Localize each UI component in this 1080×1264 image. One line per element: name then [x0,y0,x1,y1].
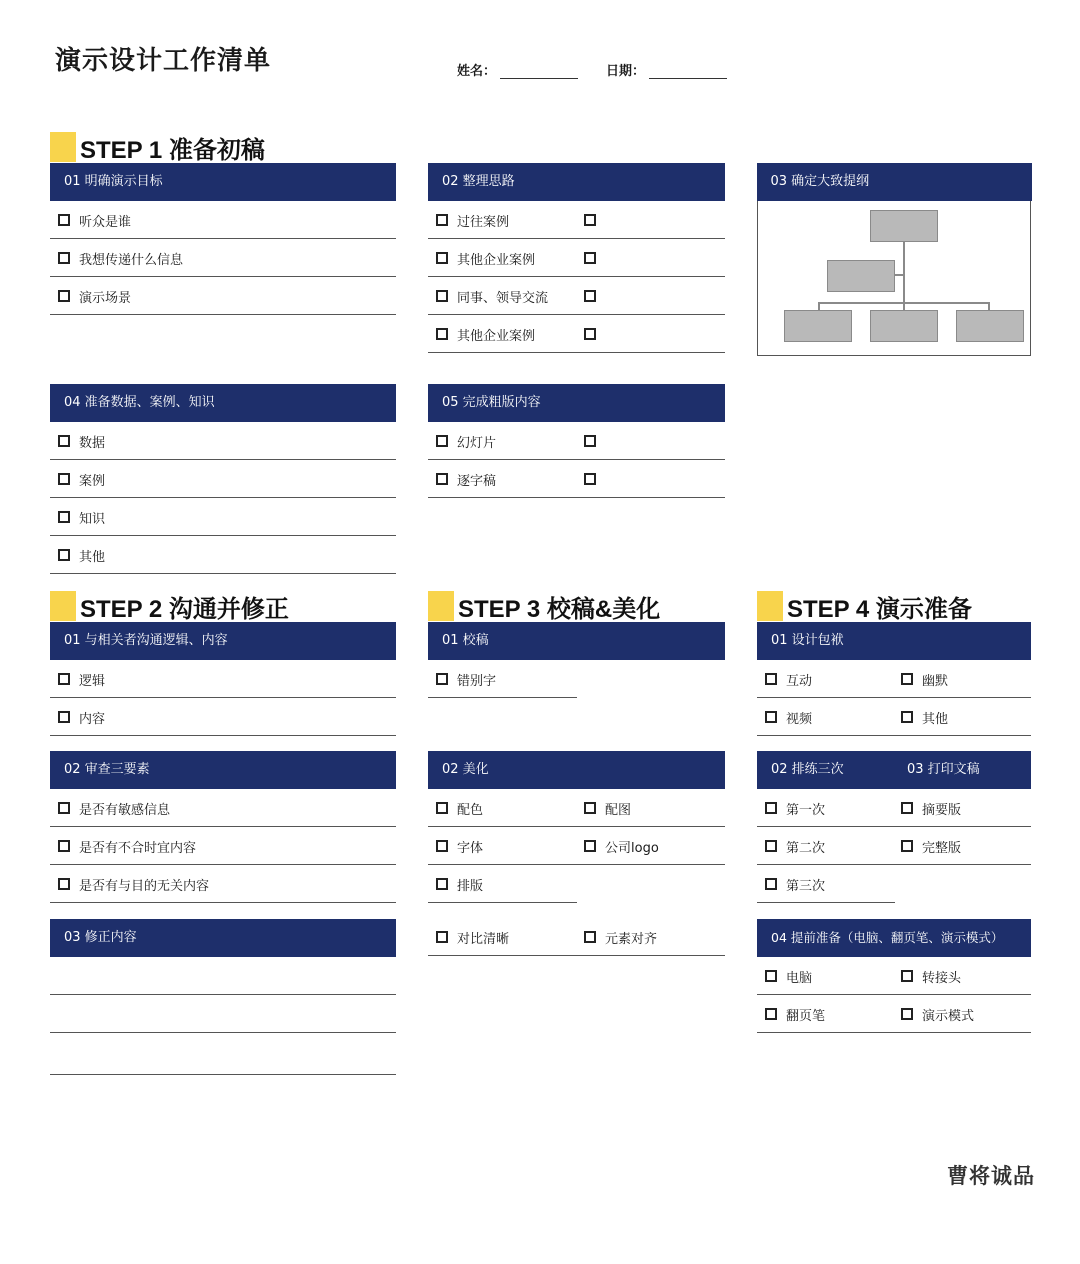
checkbox-icon[interactable] [436,214,448,226]
section-s4-02 [757,751,1031,903]
section-header: 02 审查三要素 [50,751,396,789]
checkbox-icon[interactable] [584,473,596,485]
checkbox-item[interactable]: 数据 [58,422,105,460]
checkbox-icon[interactable] [765,970,777,982]
org-box-bottom [956,310,1024,342]
checkbox-icon[interactable] [765,840,777,852]
section-header: 03 确定大致提纲 [757,163,1032,201]
section-s1-05 [428,384,725,498]
list-item [428,827,725,865]
checkbox-item[interactable]: 翻页笔 [765,995,825,1033]
checkbox-icon[interactable] [58,673,70,685]
list-item [428,460,725,498]
org-box-bottom [870,310,938,342]
checkbox-icon[interactable] [584,252,596,264]
checkbox-item[interactable] [584,422,605,460]
section-header: 01 与相关者沟通逻辑、内容 [50,622,396,660]
checkbox-icon[interactable] [58,214,70,226]
checkbox-item[interactable]: 互动 [765,660,812,698]
checkbox-icon[interactable] [765,711,777,723]
list-item [50,698,396,736]
checkbox-item[interactable]: 转接头 [901,957,961,995]
checkbox-item[interactable]: 演示模式 [901,995,974,1033]
list-item [428,422,725,460]
checkbox-icon[interactable] [901,1008,913,1020]
checkbox-item[interactable]: 视频 [765,698,812,736]
section-s1-01 [50,163,396,315]
list-item [757,865,895,903]
org-box-top [870,210,938,242]
checkbox-icon[interactable] [584,290,596,302]
checkbox-icon[interactable] [58,511,70,523]
list-item [428,660,577,698]
section-s4-04 [757,919,1031,1033]
step2-heading: STEP 2 沟通并修正 [50,590,289,622]
checkbox-icon[interactable] [901,840,913,852]
name-field[interactable] [457,60,578,79]
checkbox-icon[interactable] [901,970,913,982]
checkbox-icon[interactable] [436,931,448,943]
list-item [757,698,1031,736]
section-header: 04 准备数据、案例、知识 [50,384,396,422]
checkbox-item[interactable]: 公司logo [584,827,659,865]
list-item [428,315,725,353]
list-item [50,536,396,574]
org-box-mid [827,260,895,292]
list-item [50,660,396,698]
brand-logo-text: 曹将诚品 [947,1164,1035,1188]
section-header: 02 整理思路 [428,163,725,201]
checkbox-item[interactable]: 是否有与目的无关内容 [58,865,209,903]
checkbox-item[interactable] [584,277,605,315]
writing-line[interactable] [50,1033,396,1075]
checkbox-icon[interactable] [584,435,596,447]
checkbox-item[interactable]: 是否有敏感信息 [58,789,170,827]
checkbox-item[interactable]: 字体 [436,827,483,865]
checkbox-icon[interactable] [765,673,777,685]
checkbox-item[interactable]: 完整版 [901,827,961,865]
list-item [50,277,396,315]
writing-line[interactable] [50,995,396,1033]
section-header: 05 完成粗版内容 [428,384,725,422]
section-header: 02 排练三次 03 打印文稿 [757,751,1031,789]
checkbox-icon[interactable] [901,802,913,814]
checkbox-icon[interactable] [58,802,70,814]
step-marker-icon [50,591,76,621]
list-item [50,460,396,498]
org-chart [758,202,1030,354]
checkbox-item[interactable]: 逻辑 [58,660,105,698]
list-item [757,660,1031,698]
checkbox-icon[interactable] [58,435,70,447]
checkbox-icon[interactable] [436,328,448,340]
list-item [428,865,577,903]
date-label: 日期： [606,64,646,79]
list-item [757,827,1031,865]
checkbox-item[interactable]: 配图 [584,789,631,827]
name-input-line[interactable] [500,60,578,79]
list-item [428,789,725,827]
name-label: 姓名： [457,64,497,79]
date-field[interactable] [606,60,727,79]
checkbox-item[interactable]: 第三次 [765,865,825,903]
list-item [50,239,396,277]
checkbox-item[interactable]: 演示场景 [58,277,131,315]
section-s4-01 [757,622,1031,736]
list-item [428,277,725,315]
checkbox-item[interactable]: 其他企业案例 [436,315,535,353]
writing-line[interactable] [50,957,396,995]
section-s1-02 [428,163,725,353]
checkbox-item[interactable]: 对比清晰 [436,918,509,956]
checkbox-icon[interactable] [765,878,777,890]
step-marker-icon [50,132,76,162]
section-header: 01 校稿 [428,622,725,660]
section-s2-01 [50,622,396,736]
checkbox-item[interactable]: 摘要版 [901,789,961,827]
checkbox-item[interactable]: 逐字稿 [436,460,496,498]
section-header: 03 修正内容 [50,919,396,957]
checkbox-icon[interactable] [436,878,448,890]
checkbox-item[interactable]: 错别字 [436,660,496,698]
checkbox-icon[interactable] [765,802,777,814]
checkbox-item[interactable]: 知识 [58,498,105,536]
list-item [50,422,396,460]
checkbox-icon[interactable] [58,549,70,561]
checkbox-item[interactable]: 内容 [58,698,105,736]
checkbox-item[interactable]: 其他企业案例 [436,239,535,277]
section-s1-04 [50,384,396,574]
section-header: 04 提前准备（电脑、翻页笔、演示模式） [757,919,1031,957]
checkbox-icon[interactable] [58,840,70,852]
checkbox-item[interactable]: 其他 [58,536,105,574]
step-marker-icon [757,591,783,621]
checkbox-item[interactable]: 听众是谁 [58,201,131,239]
section-s3-02 [428,751,725,956]
checkbox-icon[interactable] [436,473,448,485]
section-header: 01 设计包袱 [757,622,1031,660]
list-item [50,498,396,536]
checkbox-item[interactable]: 排版 [436,865,483,903]
org-box-bottom [784,310,852,342]
checkbox-icon[interactable] [584,802,596,814]
list-item [757,995,1031,1033]
checkbox-item[interactable] [584,315,605,353]
list-item [757,789,1031,827]
checkbox-item[interactable]: 第一次 [765,789,825,827]
checkbox-item[interactable] [584,460,605,498]
checkbox-item[interactable]: 过往案例 [436,201,509,239]
section-s2-02 [50,751,396,903]
list-item [428,918,725,956]
list-item [50,789,396,827]
list-item [428,239,725,277]
checkbox-icon[interactable] [584,840,596,852]
section-header: 01 明确演示目标 [50,163,396,201]
checkbox-icon[interactable] [901,673,913,685]
checkbox-item[interactable]: 我想传递什么信息 [58,239,183,277]
date-input-line[interactable] [649,60,727,79]
section-s2-03 [50,919,396,1075]
checkbox-item[interactable]: 同事、领导交流 [436,277,548,315]
checkbox-icon[interactable] [765,1008,777,1020]
checkbox-item[interactable]: 元素对齐 [584,918,657,956]
step1-heading: STEP 1 准备初稿 [50,131,265,163]
checkbox-icon[interactable] [584,214,596,226]
checkbox-icon[interactable] [584,328,596,340]
checkbox-item[interactable]: 是否有不合时宜内容 [58,827,196,865]
checkbox-icon[interactable] [436,252,448,264]
checkbox-icon[interactable] [436,840,448,852]
checkbox-icon[interactable] [436,290,448,302]
checkbox-item[interactable]: 第二次 [765,827,825,865]
checkbox-item[interactable] [584,239,605,277]
step-marker-icon [428,591,454,621]
checkbox-item[interactable]: 幽默 [901,660,948,698]
checkbox-item[interactable]: 配色 [436,789,483,827]
step3-heading: STEP 3 校稿&美化 [428,590,660,622]
section-s3-01 [428,622,725,698]
list-item [50,865,396,903]
page-title: 演示设计工作清单 [55,46,272,76]
checkbox-item[interactable] [584,201,605,239]
checkbox-icon[interactable] [584,931,596,943]
checkbox-icon[interactable] [436,802,448,814]
step4-heading: STEP 4 演示准备 [757,590,972,622]
checkbox-icon[interactable] [58,711,70,723]
list-item [50,201,396,239]
checkbox-icon[interactable] [436,673,448,685]
checkbox-item[interactable]: 幻灯片 [436,422,496,460]
list-item [757,957,1031,995]
checkbox-icon[interactable] [58,473,70,485]
list-item [50,827,396,865]
section-s1-03 [757,163,1031,356]
checkbox-icon[interactable] [58,290,70,302]
section-header: 02 美化 [428,751,725,789]
checkbox-icon[interactable] [58,252,70,264]
checkbox-item[interactable]: 电脑 [765,957,812,995]
checkbox-icon[interactable] [436,435,448,447]
checkbox-item[interactable]: 其他 [901,698,948,736]
checkbox-icon[interactable] [58,878,70,890]
list-item [428,201,725,239]
checkbox-item[interactable]: 案例 [58,460,105,498]
checkbox-icon[interactable] [901,711,913,723]
